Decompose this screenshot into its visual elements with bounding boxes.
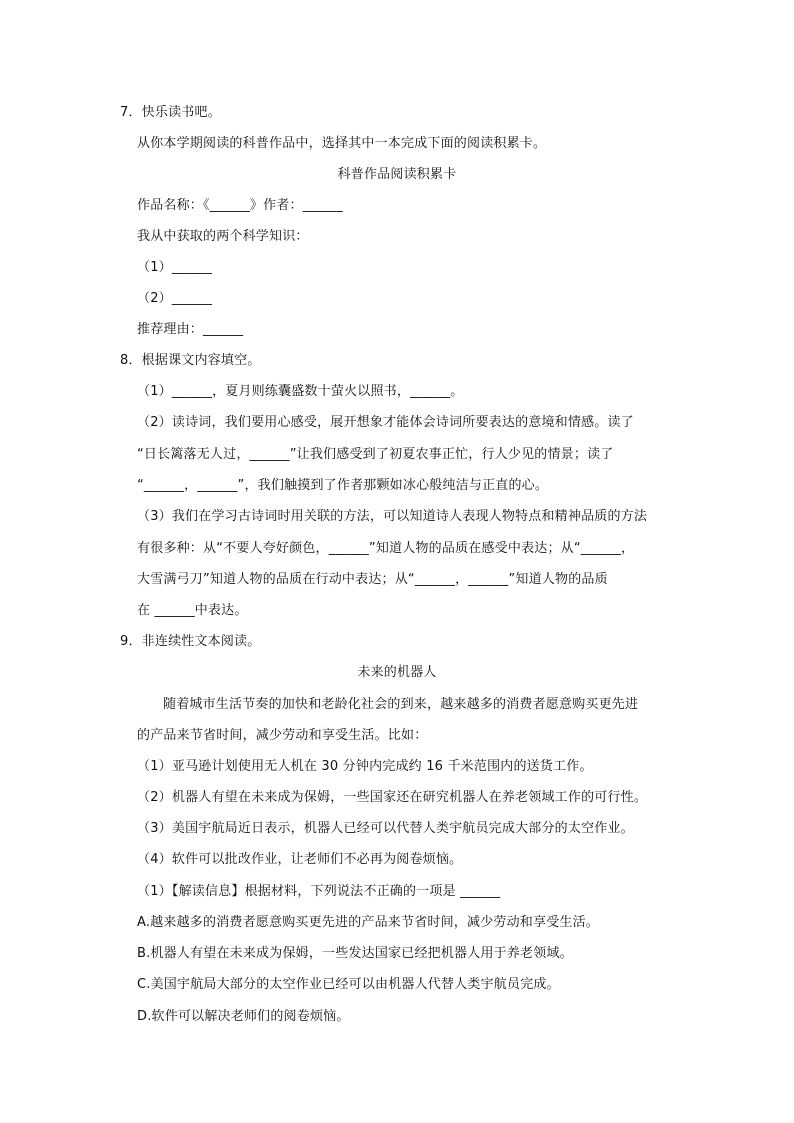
q8-part3-line3: 大雪满弓刀”知道人物的品质在行动中表达；从“______，______”知道人物的品质: [137, 572, 608, 587]
option-b: B.机器人有望在未来成为保姆，一些发达国家已经把机器人用于养老领域。: [137, 946, 573, 961]
knowledge-item-2: （2）______: [137, 291, 213, 306]
article-para-line2: 的产品来节省时间，减少劳动和享受生活。比如：: [137, 728, 428, 743]
q8-part3-line4: 在 ______中表达。: [137, 603, 248, 618]
knowledge-item-1: （1）______: [137, 260, 213, 275]
q7-instruction: 从你本学期阅读的科普作品中，选择其中一本完成下面的阅读积累卡。: [137, 136, 547, 151]
q8-part3-line1: （3）我们在学习古诗词时用关联的方法，可以知道诗人表现人物特点和精神品质的方法: [137, 509, 648, 524]
article-item-2: （2）机器人有望在未来成为保姆，一些国家还在研究机器人在养老领域工作的可行性。: [137, 790, 648, 805]
q9-question-1: （1）【解读信息】根据材料，下列说法不正确的一项是 ______: [137, 884, 501, 899]
q8-title: 8．根据课文内容填空。: [120, 353, 261, 368]
option-c: C.美国宇航局大部分的太空作业已经可以由机器人代替人类宇航员完成。: [137, 977, 560, 992]
q8-part2-line3: “______，______”，我们触摸到了作者那颗如冰心般纯洁与正直的心。: [137, 478, 549, 493]
q8-part1: （1）______，夏月则练囊盛数十萤火以照书，______。: [137, 384, 464, 399]
article-item-1: （1）亚马逊计划使用无人机在 30 分钟内完成约 16 千米范围内的送货工作。: [137, 759, 593, 774]
article-para-line1: 随着城市生活节奏的加快和老龄化社会的到来，越来越多的消费者愿意购买更先进: [163, 697, 639, 712]
article-item-4: （4）软件可以批改作业，让老师们不必再为阅卷烦恼。: [137, 852, 463, 867]
recommend-reason: 推荐理由：______: [137, 322, 244, 337]
q8-part2-line1: （2）读诗词，我们要用心感受，展开想象才能体会诗词所要表达的意境和情感。读了: [137, 415, 634, 430]
article-title: 未来的机器人: [357, 665, 437, 680]
q8-part2-line2: “日长篱落无人过，______”让我们感受到了初夏农事正忙，行人少见的情景；读了: [137, 447, 614, 462]
q9-title: 9．非连续性文本阅读。: [120, 634, 261, 649]
option-a: A.越来越多的消费者愿意购买更先进的产品来节省时间，减少劳动和享受生活。: [137, 915, 599, 930]
work-name-author-line: 作品名称：《______》作者：______: [137, 198, 343, 213]
q8-part3-line2: 有很多种：从“不要人夸好颜色，______”知道人物的品质在感受中表达；从“______，: [137, 541, 635, 556]
article-item-3: （3）美国宇航局近日表示，机器人已经可以代替人类宇航员完成大部分的太空作业。: [137, 821, 634, 836]
knowledge-prompt: 我从中获取的两个科学知识：: [137, 229, 309, 244]
card-title: 科普作品阅读积累卡: [337, 167, 457, 182]
option-d: D.软件可以解决老师们的阅卷烦恼。: [137, 1009, 350, 1024]
q7-title: 7．快乐读书吧。: [120, 105, 221, 120]
